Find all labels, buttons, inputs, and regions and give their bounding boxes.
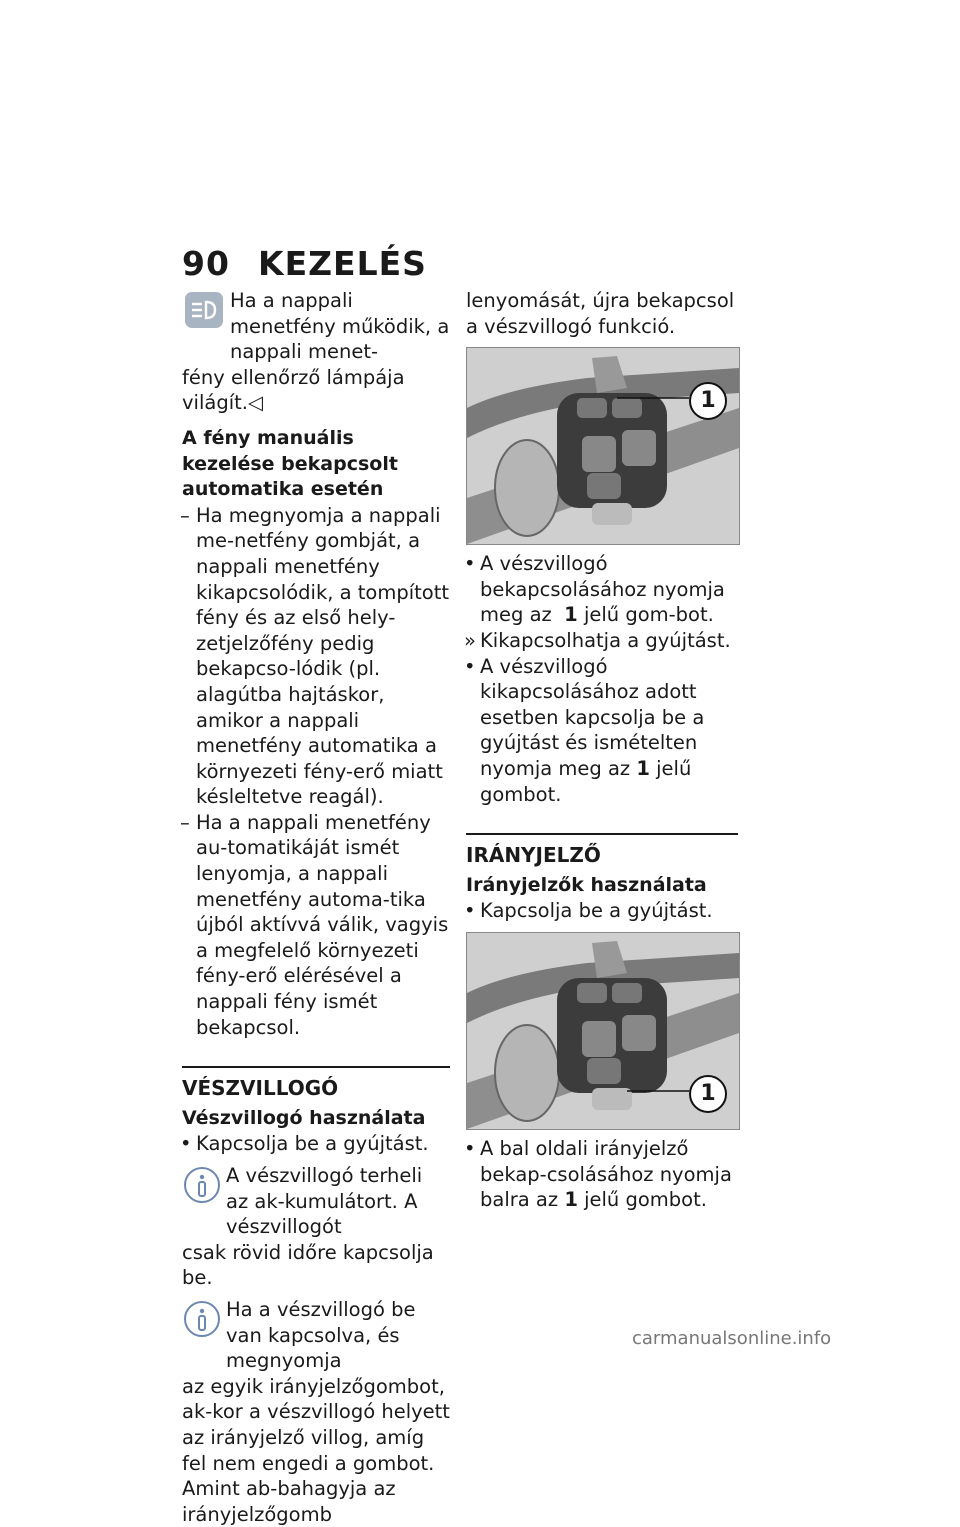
section-title-turn-signal: IRÁNYJELZŐ xyxy=(466,833,738,869)
page-header xyxy=(182,244,427,283)
info-note-2-rest: az egyik irányjelzőgombot, ak-kor a vészvillogó helyett az irányjelző villog, amíg fel nem engedi a gombot. Amint ab-bahagyja az irányjelzőgomb xyxy=(182,1374,450,1526)
callout-number: 1 xyxy=(689,1075,727,1113)
info-icon xyxy=(182,1299,222,1339)
page-number: 90 xyxy=(182,244,230,283)
list-item: – Ha megnyomja a nappali me-netfény gombját, a nappali menetfény kikapcsolódik, a tompított fény és az első hely-zetjelzőfény pedig bekapcso-lódik (pl. alagútba hajtáskor, amikor a nappali menetfény automatika a környezeti fény-erő miatt késleltetve reagál). xyxy=(180,503,450,809)
right-column xyxy=(466,288,738,1213)
callout-number: 1 xyxy=(689,382,727,420)
intro-text: Ha a nappali menetfény működik, a nappali menet- xyxy=(230,289,450,364)
subheading-hazard: Vészvillogó használata xyxy=(182,1106,426,1129)
bullet-item: • Kapcsolja be a gyújtást. xyxy=(464,899,713,923)
left-column xyxy=(182,288,450,1527)
result-item: » Kikapcsolhatja a gyújtást. xyxy=(464,628,731,652)
section-title-hazard: VÉSZVILLOGÓ xyxy=(182,1066,450,1102)
bullet-item: • Kapcsolja be a gyújtást. xyxy=(180,1132,429,1156)
watermark: carmanualsonline.info xyxy=(632,1328,832,1349)
subheading-turn-signal: Irányjelzők használata xyxy=(466,873,707,896)
continuation-text: lenyomását, újra bekapcsol a vészvillogó funkció. xyxy=(466,289,735,338)
info-icon xyxy=(182,1165,222,1205)
daytime-running-light-icon xyxy=(182,290,226,330)
list-item: – Ha a nappali menetfény au-tomatikáját ismét lenyomja, a nappali menetfény automa-tika újból aktívvá válik, vagyis a megfelelő környezeti fény-erő elérésével a nappali fény ismét bekapcsol. xyxy=(180,810,449,1039)
intro-text-rest: fény ellenőrző lámpája világít.◁ xyxy=(182,365,405,415)
handlebar-switch-photo-2 xyxy=(466,932,740,1130)
bullet-item: • A vészvillogó kikapcsolásához adott esetben kapcsolja be a gyújtást és ismételten nyomja meg az 1 jelű gombot. xyxy=(464,654,705,806)
info-note-2: Ha a vészvillogó be van kapcsolva, és megnyomja xyxy=(226,1297,416,1373)
handlebar-switch-photo-1 xyxy=(466,347,740,545)
bullet-item: • A vészvillogó bekapcsolásához nyomja meg az 1 jelű gom-bot. xyxy=(464,552,725,627)
bullet-item: • A bal oldali irányjelző bekap-csolásához nyomja balra az 1 jelű gombot. xyxy=(464,1136,732,1212)
info-note-1-rest: csak rövid időre kapcsolja be. xyxy=(182,1240,434,1290)
handlebar-switch-illustration xyxy=(467,348,739,544)
heading-manual-light: A fény manuális kezelése bekapcsolt automatika esetén xyxy=(182,426,398,501)
chapter-title: KEZELÉS xyxy=(258,244,427,283)
info-note-1: A vészvillogó terheli az ak-kumulátort. A vészvillogót xyxy=(226,1164,423,1239)
